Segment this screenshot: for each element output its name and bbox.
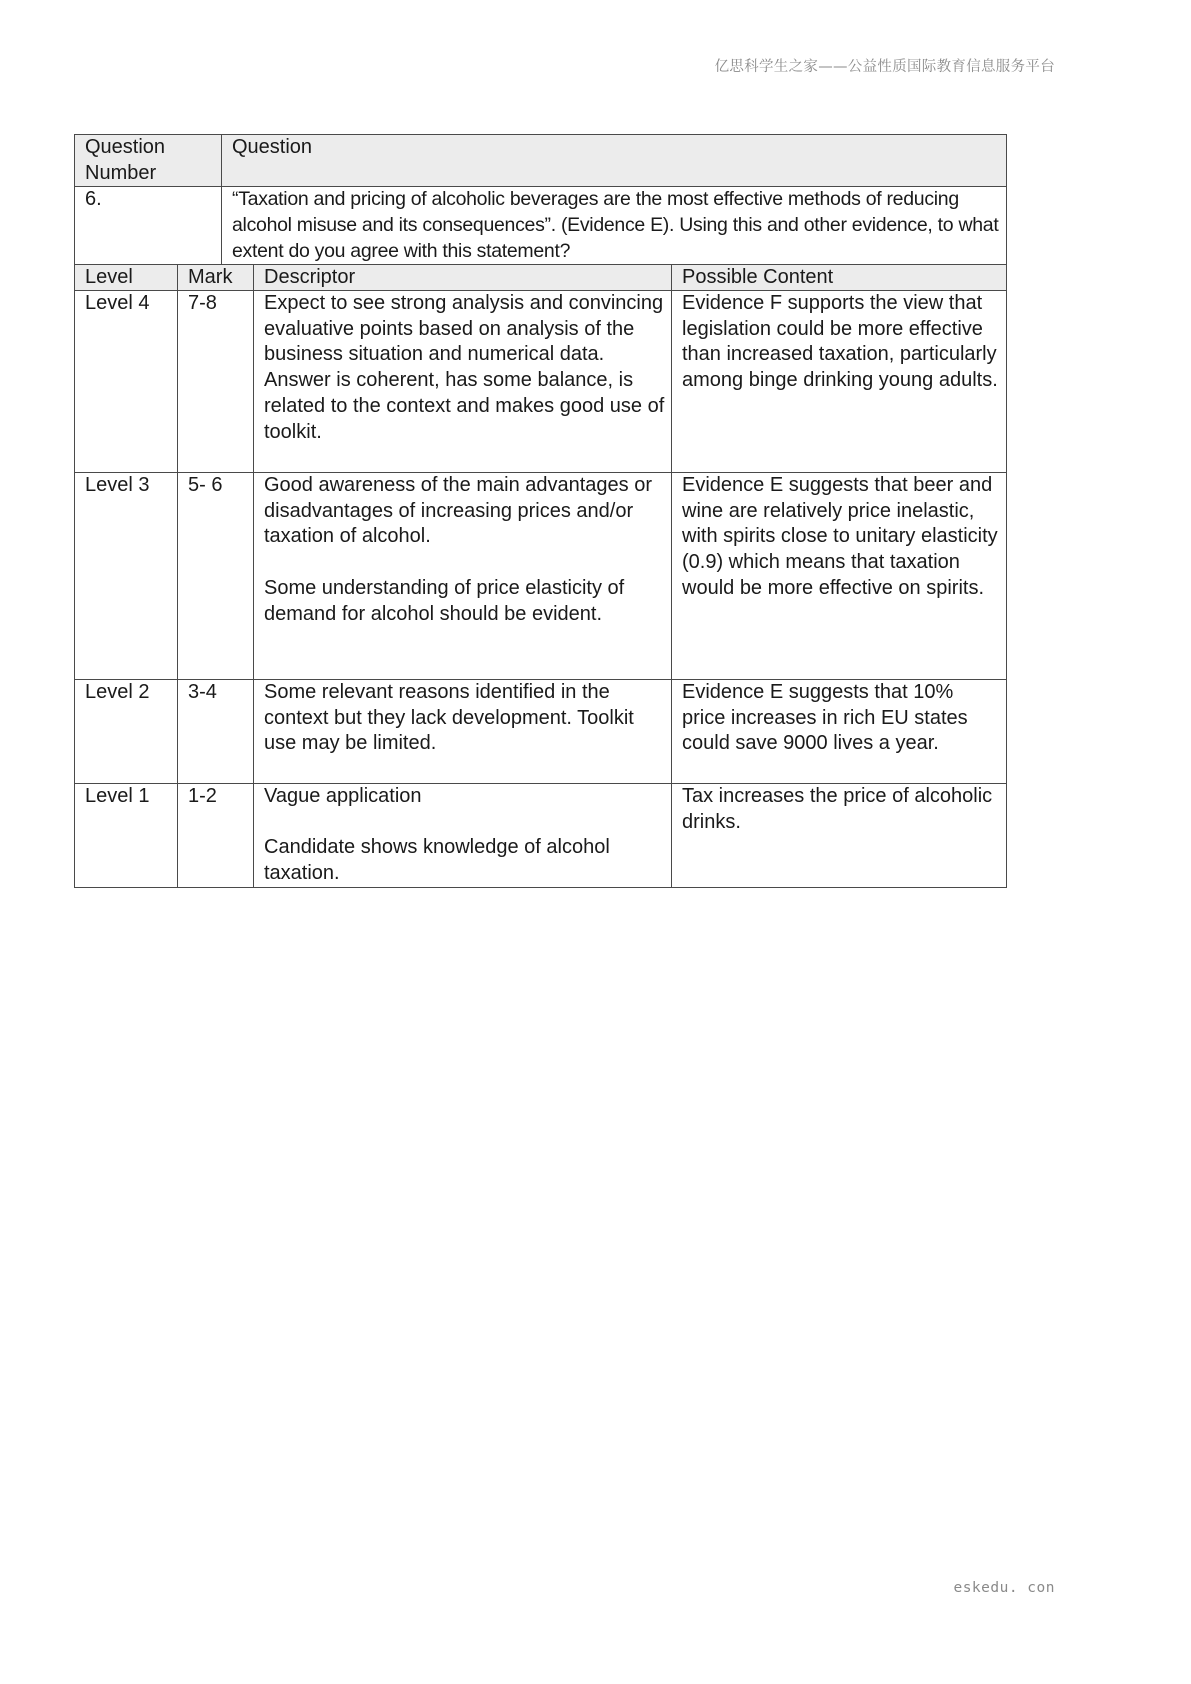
question-header: Question	[222, 135, 1007, 187]
question-number: 6.	[75, 187, 222, 265]
table-row	[75, 784, 1007, 888]
mark-cell: 5- 6	[178, 473, 254, 680]
level-cell: Level 1	[75, 784, 178, 888]
possible-content-header: Possible Content	[672, 265, 1007, 291]
possible-content-cell: Evidence F supports the view that legislation could be more effective than increased taxation, particularly among binge drinking young adults.	[672, 291, 1007, 473]
descriptor-header: Descriptor	[254, 265, 672, 291]
mark-table-header	[75, 265, 1007, 291]
level-cell: Level 2	[75, 680, 178, 784]
descriptor-cell	[254, 473, 672, 680]
table-row	[75, 680, 1007, 784]
table-row	[75, 473, 1007, 680]
question-text: “Taxation and pricing of alcoholic beverages are the most effective methods of reducing alcohol misuse and its consequences”. (Evidence E). Using this and other evidence, to what extent do you agree with this statement?	[222, 187, 1007, 265]
possible-content-cell: Tax increases the price of alcoholic drinks.	[672, 784, 1007, 888]
question-table-header	[75, 135, 1007, 187]
page-footer: eskedu. con	[953, 1580, 1055, 1596]
descriptor-paragraph: Candidate shows knowledge of alcohol taxation.	[264, 836, 610, 885]
table-row	[75, 291, 1007, 473]
descriptor-paragraph: Expect to see strong analysis and convincing evaluative points based on analysis of the business situation and numerical data. Answer is coherent, has some balance, is related to the context and makes good use of toolkit.	[264, 292, 665, 443]
question-row	[75, 187, 1007, 265]
level-cell: Level 4	[75, 291, 178, 473]
descriptor-cell	[254, 784, 672, 888]
question-number-header: Question Number	[75, 135, 222, 187]
mark-cell: 1-2	[178, 784, 254, 888]
descriptor-paragraph: Some understanding of price elasticity of demand for alcohol should be evident.	[264, 576, 625, 625]
mark-cell: 7-8	[178, 291, 254, 473]
descriptor-paragraph: Vague application	[264, 785, 422, 807]
descriptor-paragraph: Good awareness of the main advantages or disadvantages of increasing prices and/or taxation of alcohol.	[264, 474, 653, 548]
level-cell: Level 3	[75, 473, 178, 680]
level-header: Level	[75, 265, 178, 291]
mark-header: Mark	[178, 265, 254, 291]
descriptor-paragraph: Some relevant reasons identified in the context but they lack development. Toolkit use may be limited.	[264, 681, 634, 755]
page-header: 亿思科学生之家——公益性质国际教育信息服务平台	[714, 59, 1055, 75]
mark-cell: 3-4	[178, 680, 254, 784]
descriptor-cell	[254, 680, 672, 784]
question-table	[74, 134, 1007, 266]
mark-scheme-table	[74, 264, 1007, 888]
descriptor-cell	[254, 291, 672, 473]
possible-content-cell: Evidence E suggests that 10% price increases in rich EU states could save 9000 lives a year.	[672, 680, 1007, 784]
possible-content-cell: Evidence E suggests that beer and wine are relatively price inelastic, with spirits close to unitary elasticity (0.9) which means that taxation would be more effective on spirits.	[672, 473, 1007, 680]
